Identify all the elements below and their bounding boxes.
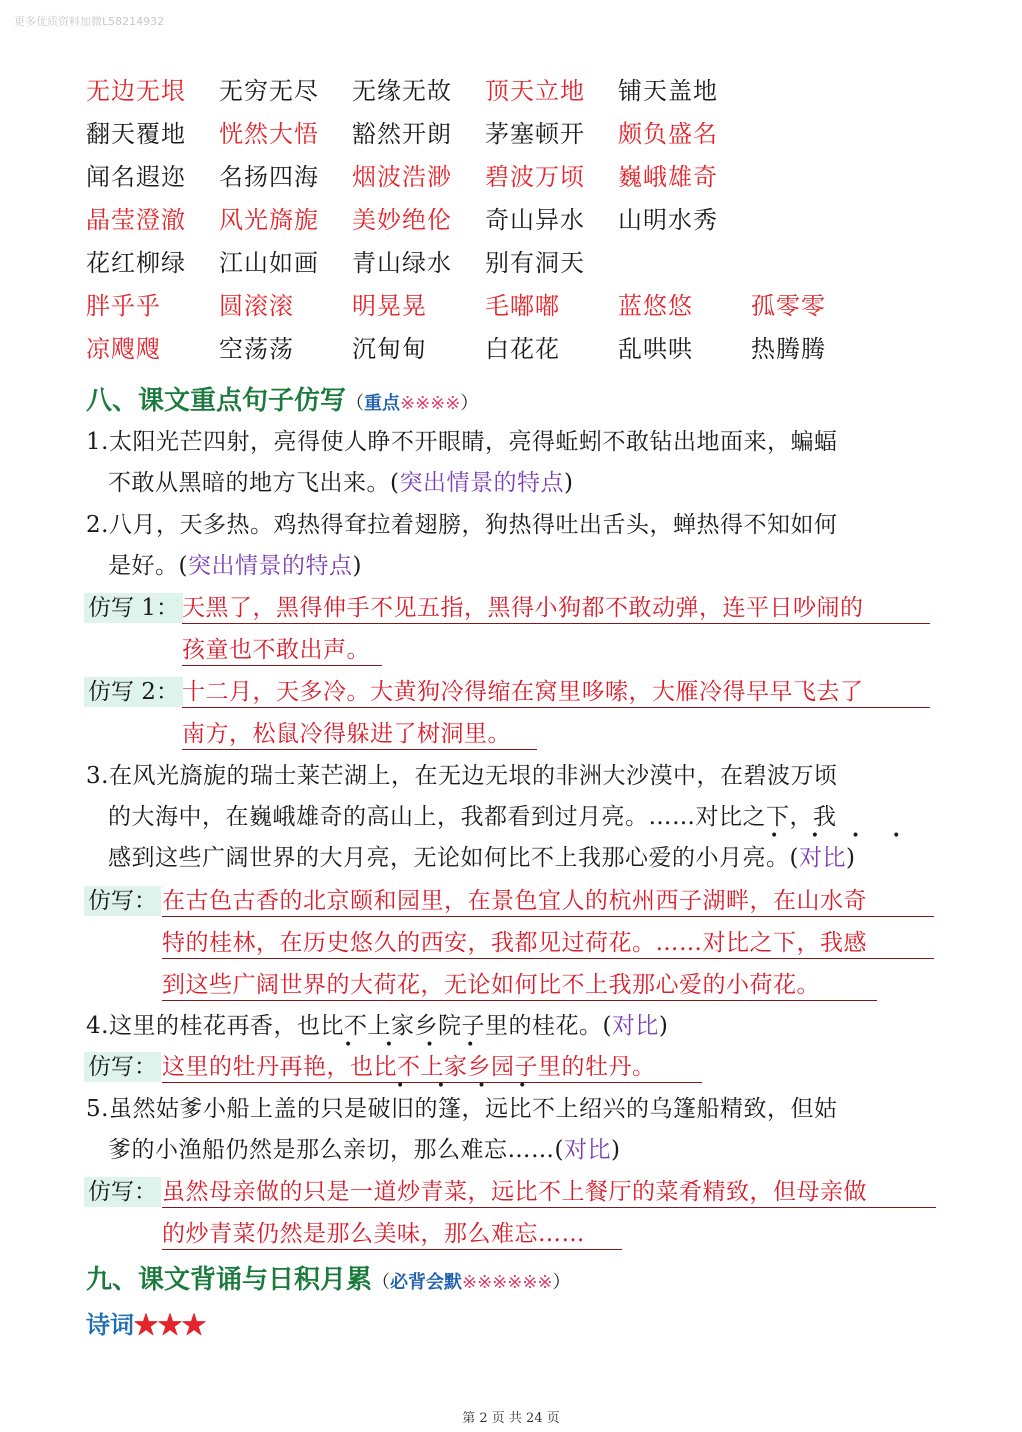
- sentence-1-line-2: 不敢从黑暗的地方飞出来。(突出情景的特点): [108, 470, 574, 496]
- emphasis-dots: • • • •: [770, 828, 915, 844]
- section-9-tag: （必背会默※※※※※※）: [372, 1272, 571, 1293]
- sentence-3-line-3: 感到这些广阔世界的大月亮，无论如何比不上我那心爱的小月亮。(对比): [108, 845, 856, 871]
- imitation-2-line-1: 十二月，天多冷。大黄狗冷得缩在窝里哆嗦，大雁冷得早早飞去了: [182, 677, 930, 708]
- idiom-word: 凉飕飕: [86, 335, 161, 363]
- idiom-word: 青山绿水: [352, 249, 452, 277]
- idiom-word: 风光旖旎: [219, 206, 319, 234]
- idiom-word: 毛嘟嘟: [485, 292, 560, 320]
- imitation-3-line-2: 特的桂林，在历史悠久的西安，我都见过荷花。……对比之下，我感: [162, 928, 934, 959]
- idiom-word: 豁然开朗: [352, 120, 452, 148]
- idiom-word: 无穷无尽: [219, 77, 319, 105]
- imitation-2-label: 仿写 2：: [84, 677, 183, 707]
- idiom-word: 名扬四海: [219, 163, 319, 191]
- idiom-grid: [86, 70, 884, 371]
- sentence-3-line-2: 的大海中，在巍峨雄奇的高山上，我都看到过月亮。……对比之下，我: [108, 804, 837, 830]
- sentence-5-line-1: 5.虽然姑爹小船上盖的只是破旧的篷，远比不上绍兴的乌篷船精致，但姑: [86, 1096, 838, 1122]
- idiom-word: 山明水秀: [618, 206, 718, 234]
- sentence-4-line-1: 4.这里的桂花再香，也比不上家乡院子里的桂花。(对比): [86, 1013, 669, 1039]
- idiom-word: 无边无垠: [86, 77, 186, 105]
- sentence-2-line-1: 2.八月，天多热。鸡热得耷拉着翅膀，狗热得吐出舌头，蝉热得不知如何: [86, 512, 838, 538]
- imitation-5-line-2: 的炒青菜仍然是那么美味，那么难忘……: [162, 1219, 622, 1250]
- star-icon: ★★★: [134, 1310, 206, 1339]
- page-footer: 第 2 页 共 24 页: [462, 1411, 560, 1426]
- imitation-1-label: 仿写 1：: [84, 593, 183, 623]
- idiom-word: 热腾腾: [751, 335, 826, 363]
- sentence-1-line-1: 1.太阳光芒四射，亮得使人睁不开眼睛，亮得蚯蚓不敢钻出地面来，蝙蝠: [86, 429, 838, 455]
- idiom-word: 巍峨雄奇: [618, 163, 718, 191]
- idiom-word: 茅塞顿开: [485, 120, 585, 148]
- idiom-word: 明晃晃: [352, 292, 427, 320]
- idiom-row: [86, 199, 884, 242]
- idiom-word: 碧波万顷: [485, 163, 585, 191]
- idiom-word: 空荡荡: [219, 335, 294, 363]
- imitation-3-line-1: 在古色古香的北京颐和园里，在景色宜人的杭州西子湖畔，在山水奇: [162, 886, 934, 917]
- idiom-word: 孤零零: [751, 292, 826, 320]
- section-9-title: 九、课文背诵与日积月累: [86, 1265, 373, 1295]
- idiom-word: 翻天覆地: [86, 120, 186, 148]
- idiom-row: [86, 113, 884, 156]
- idiom-word: 闻名遐迩: [86, 163, 186, 191]
- idiom-row: [86, 242, 884, 285]
- section-8-tag: （重点※※※※）: [346, 393, 479, 414]
- imitation-4-line-1: 这里的牡丹再艳，也比不上家乡园子里的牡丹。: [162, 1052, 702, 1083]
- imitation-4-label: 仿写：: [84, 1052, 161, 1082]
- idiom-row: [86, 70, 884, 113]
- imitation-5-label: 仿写：: [84, 1177, 161, 1207]
- idiom-word: 美妙绝伦: [352, 206, 452, 234]
- idiom-word: 无缘无故: [352, 77, 452, 105]
- idiom-word: 晶莹澄澈: [86, 206, 186, 234]
- imitation-1-line-2: 孩童也不敢出声。: [182, 635, 382, 666]
- imitation-5-line-1: 虽然母亲做的只是一道炒青菜，远比不上餐厅的菜肴精致，但母亲做: [162, 1177, 936, 1208]
- idiom-word: 圆滚滚: [219, 292, 294, 320]
- section-8-heading: [86, 380, 478, 417]
- idiom-row: [86, 285, 884, 328]
- idiom-word: 蓝悠悠: [618, 292, 693, 320]
- idiom-word: 奇山异水: [485, 206, 585, 234]
- idiom-word: 烟波浩渺: [352, 163, 452, 191]
- watermark: 更多优质资料加微L58214932: [14, 15, 165, 28]
- idiom-word: 白花花: [485, 335, 560, 363]
- sentence-3-line-1: 3.在风光旖旎的瑞士莱芒湖上，在无边无垠的非洲大沙漠中，在碧波万顷: [86, 763, 838, 789]
- idiom-word: 花红柳绿: [86, 249, 186, 277]
- sentence-5-line-2: 爹的小渔船仍然是那么亲切，那么难忘……(对比): [108, 1137, 621, 1163]
- imitation-2-line-2: 南方，松鼠冷得躲进了树洞里。: [182, 719, 537, 750]
- idiom-word: 别有洞天: [485, 249, 585, 277]
- imitation-3-line-3: 到这些广阔世界的大荷花，无论如何比不上我那心爱的小荷花。: [162, 970, 877, 1001]
- idiom-row: [86, 156, 884, 199]
- poetry-heading: 诗词★★★: [86, 1310, 206, 1339]
- section-8-title: 八、课文重点句子仿写: [86, 386, 347, 416]
- idiom-word: 沉甸甸: [352, 335, 427, 363]
- emphasis-dots: • • • •: [344, 1037, 489, 1053]
- imitation-1-line-1: 天黑了，黑得伸手不见五指，黑得小狗都不敢动弹，连平日吵闹的: [182, 593, 930, 624]
- idiom-word: 胖乎乎: [86, 292, 161, 320]
- idiom-word: 乱哄哄: [618, 335, 693, 363]
- idiom-word: 颇负盛名: [618, 120, 718, 148]
- idiom-word: 顶天立地: [485, 77, 585, 105]
- emphasis-dots: • • • •: [396, 1078, 541, 1094]
- section-9-heading: [86, 1259, 571, 1296]
- idiom-word: 铺天盖地: [618, 77, 718, 105]
- idiom-word: 江山如画: [219, 249, 319, 277]
- idiom-row: [86, 328, 884, 371]
- idiom-word: 恍然大悟: [219, 120, 319, 148]
- imitation-3-label: 仿写：: [84, 886, 161, 916]
- sentence-2-line-2: 是好。(突出情景的特点): [108, 553, 362, 579]
